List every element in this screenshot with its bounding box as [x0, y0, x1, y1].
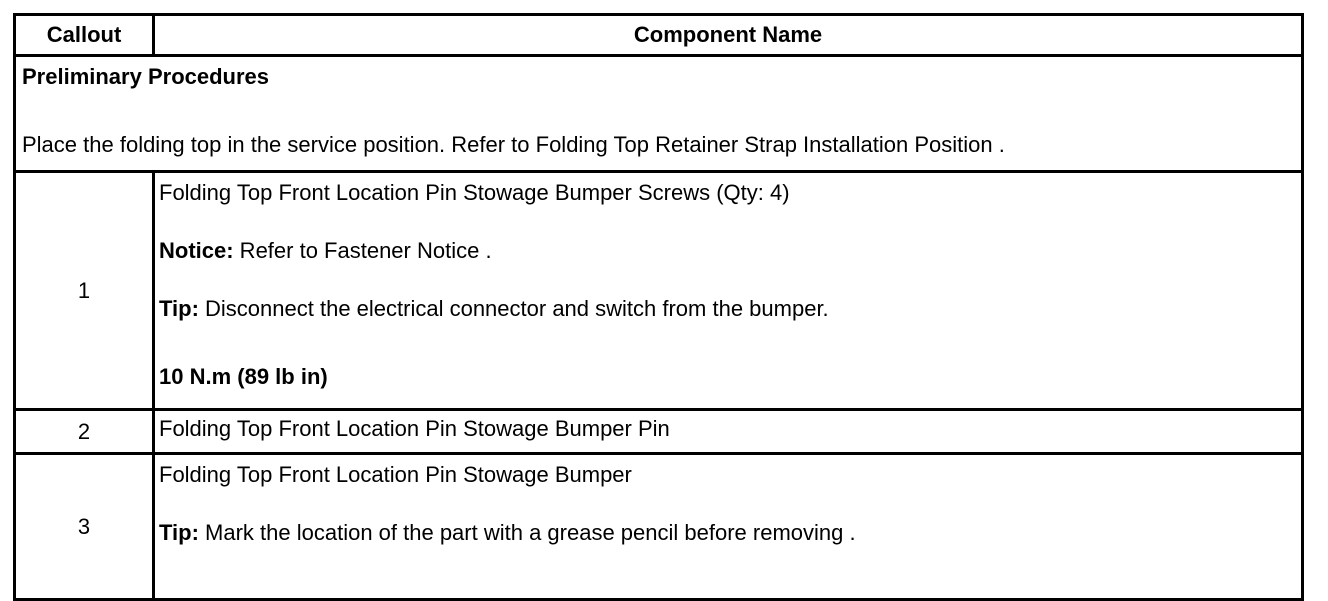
callout-header: Callout	[15, 15, 154, 56]
preliminary-heading: Preliminary Procedures	[22, 64, 270, 89]
header-row	[15, 15, 1303, 56]
component-cell	[154, 410, 1303, 454]
procedure-table	[13, 13, 1304, 601]
tip-line	[159, 520, 1297, 546]
notice-text: Refer to Fastener Notice .	[233, 238, 492, 263]
callout-cell: 2	[15, 410, 154, 454]
callout-cell: 3	[15, 454, 154, 600]
component-cell	[154, 172, 1303, 410]
tip-label: Tip:	[159, 296, 199, 321]
tip-text: Mark the location of the part with a grease pencil before removing .	[198, 520, 856, 545]
component-name: Folding Top Front Location Pin Stowage Bumper Pin	[159, 416, 670, 441]
tip-line	[159, 296, 1297, 322]
preliminary-text: Place the folding top in the service position. Refer to Folding Top Retainer Strap Installation Position .	[22, 132, 1005, 157]
notice-line	[159, 238, 1297, 264]
component-name-header: Component Name	[154, 15, 1303, 56]
table-row	[15, 410, 1303, 454]
tip-label: Tip:	[159, 520, 199, 545]
preliminary-row	[15, 56, 1303, 172]
preliminary-cell	[15, 56, 1303, 172]
procedure-table-container	[13, 13, 1301, 601]
component-name: Folding Top Front Location Pin Stowage Bumper	[159, 462, 632, 487]
table-row	[15, 172, 1303, 410]
component-name: Folding Top Front Location Pin Stowage Bumper Screws (Qty: 4)	[159, 180, 790, 205]
table-row	[15, 454, 1303, 600]
notice-label: Notice:	[159, 238, 234, 263]
callout-cell: 1	[15, 172, 154, 410]
component-cell	[154, 454, 1303, 600]
torque-spec: 10 N.m (89 lb in)	[159, 364, 328, 389]
tip-text: Disconnect the electrical connector and switch from the bumper.	[198, 296, 829, 321]
